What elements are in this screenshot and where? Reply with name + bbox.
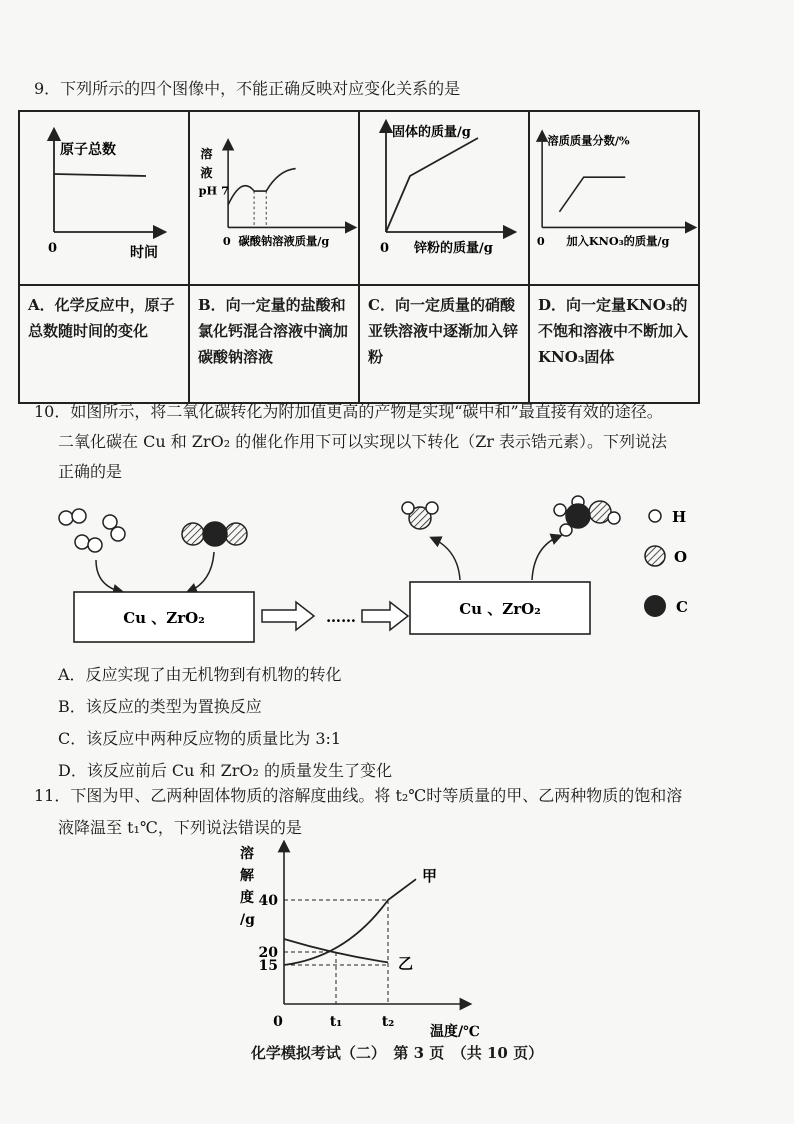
graph-b-ylabel-1: 溶	[200, 147, 213, 162]
page-footer: 化学模拟考试（二） 第 3 页 （共 10 页）	[250, 1044, 544, 1062]
graph-d-origin: 0	[536, 233, 545, 248]
graph-c-xlabel: 锌粉的质量/g	[414, 241, 493, 256]
graph-a	[20, 112, 188, 284]
catalyst-label-right: Cu 、ZrO₂	[459, 600, 541, 618]
graph-cell-a	[19, 111, 189, 285]
graph-d	[530, 112, 698, 284]
oxygen-legend-icon	[645, 546, 665, 566]
y-tick-label: 40	[258, 893, 278, 909]
graph-a-ylabel: 原子总数	[60, 142, 116, 158]
y-axis-label-char: /g	[240, 912, 255, 928]
y-axis-label-char: 度	[240, 890, 254, 906]
legend-label-h: H	[672, 508, 687, 526]
process-arrow-1	[262, 602, 314, 630]
option-9d: D．向一定量KNO₃的不饱和溶液中不断加入KNO₃固体	[529, 285, 699, 403]
series-curve-jia	[284, 879, 416, 965]
process-dots: ……	[326, 608, 356, 626]
y-axis-label	[240, 845, 255, 928]
hydrogen-molecules	[59, 509, 125, 552]
graph-a-xlabel: 时间	[130, 245, 158, 261]
graph-b-origin: 0	[222, 233, 231, 248]
legend-label-c: C	[676, 598, 688, 616]
graph-b-ylabel-2: 液	[200, 166, 213, 181]
legend-label-o: O	[674, 548, 688, 566]
graph-cell-b	[189, 111, 359, 285]
option-10a: A．反应实现了由无机物到有机物的转化	[58, 665, 342, 684]
question-9-title: 9．下列所示的四个图像中，不能正确反映对应变化关系的是	[34, 79, 461, 98]
option-10d: D．该反应前后 Cu 和 ZrO₂ 的质量发生了变化	[58, 761, 393, 780]
hydrogen-legend-icon	[649, 510, 661, 522]
carbon-legend-icon	[644, 595, 666, 617]
x-tick-label: 0	[273, 1014, 283, 1030]
question-10-line-1: 10．如图所示，将二氧化碳转化为附加值更高的产物是实现“碳中和”最直接有效的途径。	[34, 402, 663, 421]
question-10-line-3: 正确的是	[58, 462, 123, 481]
graph-c-ylabel: 固体的质量/g	[392, 125, 471, 140]
question-10-line-2: 二氧化碳在 Cu 和 ZrO₂ 的催化作用下可以实现以下转化（Zr 表示锆元素）。下列说法	[58, 432, 668, 451]
water-molecule	[402, 502, 438, 529]
y-axis-label-char: 溶	[240, 846, 254, 862]
y-tick-label: 20	[258, 945, 278, 961]
graph-c	[360, 112, 528, 284]
reaction-diagram	[0, 488, 794, 658]
series-curve-yi	[284, 939, 388, 962]
series-label: 甲	[422, 867, 438, 886]
graph-b-ph: pH 7	[198, 183, 229, 198]
graph-cell-c	[359, 111, 529, 285]
question-9-table	[18, 110, 700, 404]
option-9b: B．向一定量的盐酸和氯化钙混合溶液中滴加碳酸钠溶液	[189, 285, 359, 403]
catalyst-label-left: Cu 、ZrO₂	[123, 609, 205, 627]
graph-a-origin: 0	[48, 241, 58, 256]
graph-b-xlabel: 碳酸钠溶液质量/g	[238, 233, 330, 248]
x-tick-label: t₁	[329, 1014, 343, 1030]
x-tick-label: t₂	[381, 1014, 395, 1030]
process-arrow-2	[362, 602, 408, 630]
graph-d-ylabel: 溶质质量分数/%	[547, 133, 630, 148]
graph-d-xlabel: 加入KNO₃的质量/g	[566, 233, 670, 248]
graph-cell-d	[529, 111, 699, 285]
graph-b	[190, 112, 358, 284]
y-axis-label-char: 解	[240, 868, 254, 884]
co2-molecule	[182, 522, 247, 546]
option-9a: A．化学反应中，原子总数随时间的变化	[19, 285, 189, 403]
graph-c-origin: 0	[380, 241, 390, 256]
question-11-line-1: 11．下图为甲、乙两种固体物质的溶解度曲线。将 t₂℃时等质量的甲、乙两种物质的饱和溶	[34, 786, 683, 805]
solubility-chart	[236, 840, 496, 1038]
option-10b: B．该反应的类型为置换反应	[58, 697, 262, 716]
option-9c: C．向一定质量的硝酸亚铁溶液中逐渐加入锌粉	[359, 285, 529, 403]
question-11-line-2: 液降温至 t₁℃，下列说法错误的是	[58, 818, 302, 837]
methanol-molecule	[554, 496, 620, 536]
series-label: 乙	[398, 954, 414, 973]
option-10c: C．该反应中两种反应物的质量比为 3:1	[58, 729, 342, 748]
legend	[644, 508, 688, 617]
y-tick-label: 15	[258, 958, 278, 974]
x-axis-label: 温度/℃	[430, 1024, 480, 1038]
